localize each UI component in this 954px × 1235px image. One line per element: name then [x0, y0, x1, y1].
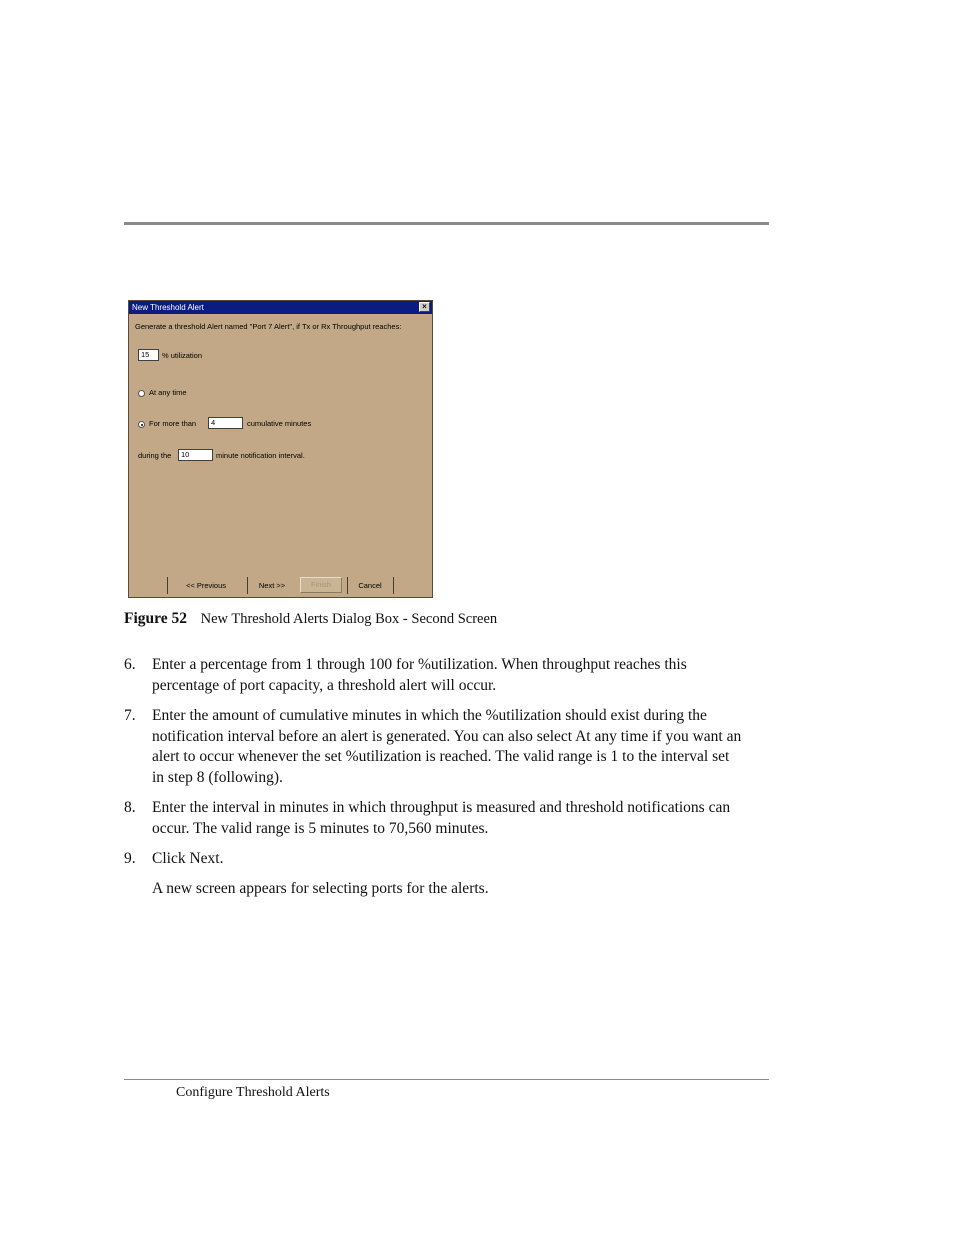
step-number: 6. [124, 656, 136, 673]
any-time-label: At any time [149, 388, 187, 397]
step-item [124, 706, 744, 788]
dialog-title: New Threshold Alert [132, 303, 204, 312]
button-separator [247, 577, 248, 594]
figure-number: Figure 52 [124, 610, 187, 627]
utilization-label: % utilization [162, 351, 203, 360]
next-button[interactable]: Next >> [258, 581, 286, 590]
step-number: 7. [124, 707, 136, 724]
new-threshold-alert-dialog [128, 300, 433, 598]
step-text: Enter the amount of cumulative minutes in which the %utilization should exist during the notification interval before an alert is generated. You can also select At any time if you want an alert to occur whenever the set %utilization is reached. The valid range is 1 to the interval set in step 8 (following). [152, 707, 742, 786]
footer-rule [124, 1079, 769, 1080]
close-icon[interactable]: × [419, 302, 430, 312]
notification-interval-label: minute notification interval. [216, 451, 305, 460]
page-footer: Configure Threshold Alerts [176, 1085, 330, 1100]
notification-interval-input[interactable]: 10 [178, 449, 213, 461]
any-time-radio[interactable] [138, 390, 145, 397]
previous-button[interactable]: << Previous [185, 581, 227, 590]
step-number: 8. [124, 799, 136, 816]
during-label: during the [138, 451, 172, 460]
more-than-radio[interactable] [138, 421, 145, 428]
step-text: Enter the interval in minutes in which throughput is measured and threshold notifications can occur. The valid range is 5 minutes to 70,560 minutes. [152, 799, 731, 837]
dialog-titlebar [129, 301, 432, 314]
header-rule [124, 222, 769, 225]
button-separator [393, 577, 394, 594]
step-text: Click Next. [152, 850, 224, 867]
utilization-input[interactable]: 15 [138, 349, 159, 361]
finish-button[interactable]: Finish [300, 577, 342, 593]
figure-caption [124, 610, 497, 628]
step-item [124, 798, 744, 839]
figure-title: New Threshold Alerts Dialog Box - Second Screen [200, 611, 498, 627]
dialog-intro-text: Generate a threshold Alert named "Port 7 Alert", if Tx or Rx Throughput reaches: [135, 322, 402, 331]
button-separator [347, 577, 348, 594]
button-separator [167, 577, 168, 594]
result-note: A new screen appears for selecting ports for the alerts. [152, 880, 489, 897]
cumulative-minutes-input[interactable]: 4 [208, 417, 243, 429]
cumulative-minutes-label: cumulative minutes [247, 419, 312, 428]
step-item [124, 655, 744, 696]
step-text: Enter a percentage from 1 through 100 for %utilization. When throughput reaches this percentage of port capacity, a threshold alert will occur. [152, 656, 687, 694]
step-item [124, 849, 744, 870]
cancel-button[interactable]: Cancel [358, 581, 382, 590]
more-than-label: For more than [149, 419, 197, 428]
step-number: 9. [124, 850, 136, 867]
